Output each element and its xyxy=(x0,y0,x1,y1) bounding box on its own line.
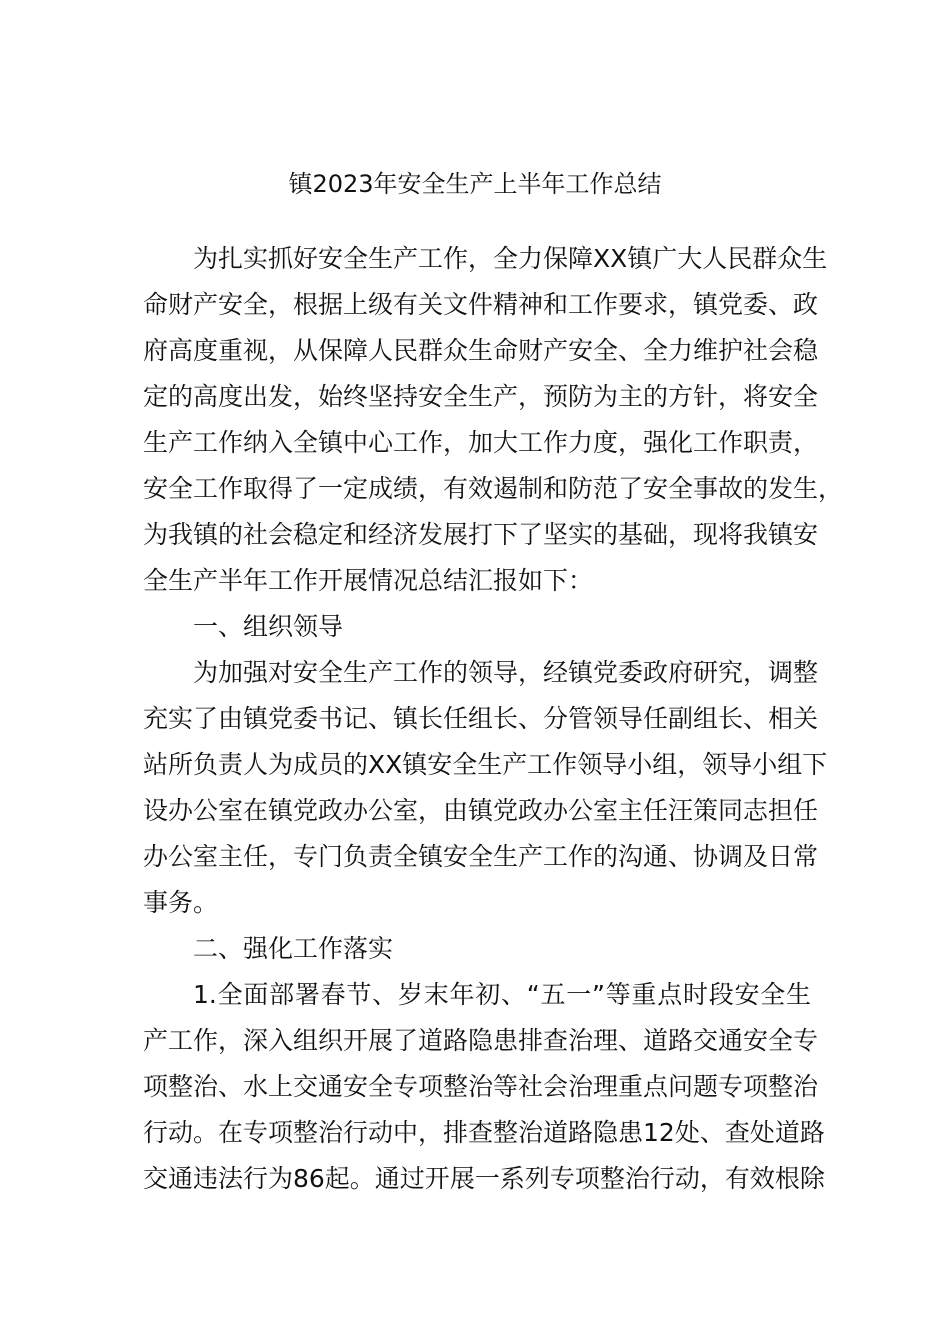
paragraph-line: 为加强对安全生产工作的领导，经镇党委政府研究，调整 xyxy=(193,658,819,687)
paragraph-line: 交通违法行为86起。通过开展一系列专项整治行动，有效根除 xyxy=(143,1164,825,1193)
paragraph-line: 命财产安全，根据上级有关文件精神和工作要求，镇党委、政 xyxy=(143,290,819,319)
document-body xyxy=(143,236,844,1202)
paragraph-line: 全生产半年工作开展情况总结汇报如下： xyxy=(143,566,594,595)
paragraph-line: 项整治、水上交通安全专项整治等社会治理重点问题专项整治 xyxy=(143,1072,819,1101)
paragraph-line: 安全工作取得了一定成绩，有效遏制和防范了安全事故的发生， xyxy=(143,474,844,503)
paragraph-line: 为我镇的社会稳定和经济发展打下了坚实的基础，现将我镇安 xyxy=(143,520,819,549)
paragraph-line: 生产工作纳入全镇中心工作，加大工作力度，强化工作职责， xyxy=(143,428,819,457)
paragraph-line: 办公室主任，专门负责全镇安全生产工作的沟通、协调及日常 xyxy=(143,842,819,871)
paragraph-line: 府高度重视，从保障人民群众生命财产安全、全力维护社会稳 xyxy=(143,336,819,365)
paragraph-line: 站所负责人为成员的XX镇安全生产工作领导小组，领导小组下 xyxy=(143,750,828,779)
document-title: 镇2023年安全生产上半年工作总结 xyxy=(288,170,662,198)
paragraph-line: 充实了由镇党委书记、镇长任组长、分管领导任副组长、相关 xyxy=(143,704,819,733)
paragraph-line: 1.全面部署春节、岁末年初、“五一”等重点时段安全生 xyxy=(193,980,811,1009)
paragraph-line: 事务。 xyxy=(143,888,219,917)
section-heading: 一、组织领导 xyxy=(193,612,344,641)
paragraph-line: 行动。在专项整治行动中，排查整治道路隐患12处、查处道路 xyxy=(143,1118,825,1147)
paragraph-line: 产工作，深入组织开展了道路隐患排查治理、道路交通安全专 xyxy=(143,1026,819,1055)
paragraph-line: 为扎实抓好安全生产工作，全力保障XX镇广大人民群众生 xyxy=(193,244,828,273)
section-heading: 二、强化工作落实 xyxy=(193,934,394,963)
paragraph-line: 定的高度出发，始终坚持安全生产，预防为主的方针，将安全 xyxy=(143,382,819,411)
paragraph-line: 设办公室在镇党政办公室，由镇党政办公室主任汪策同志担任 xyxy=(143,796,819,825)
